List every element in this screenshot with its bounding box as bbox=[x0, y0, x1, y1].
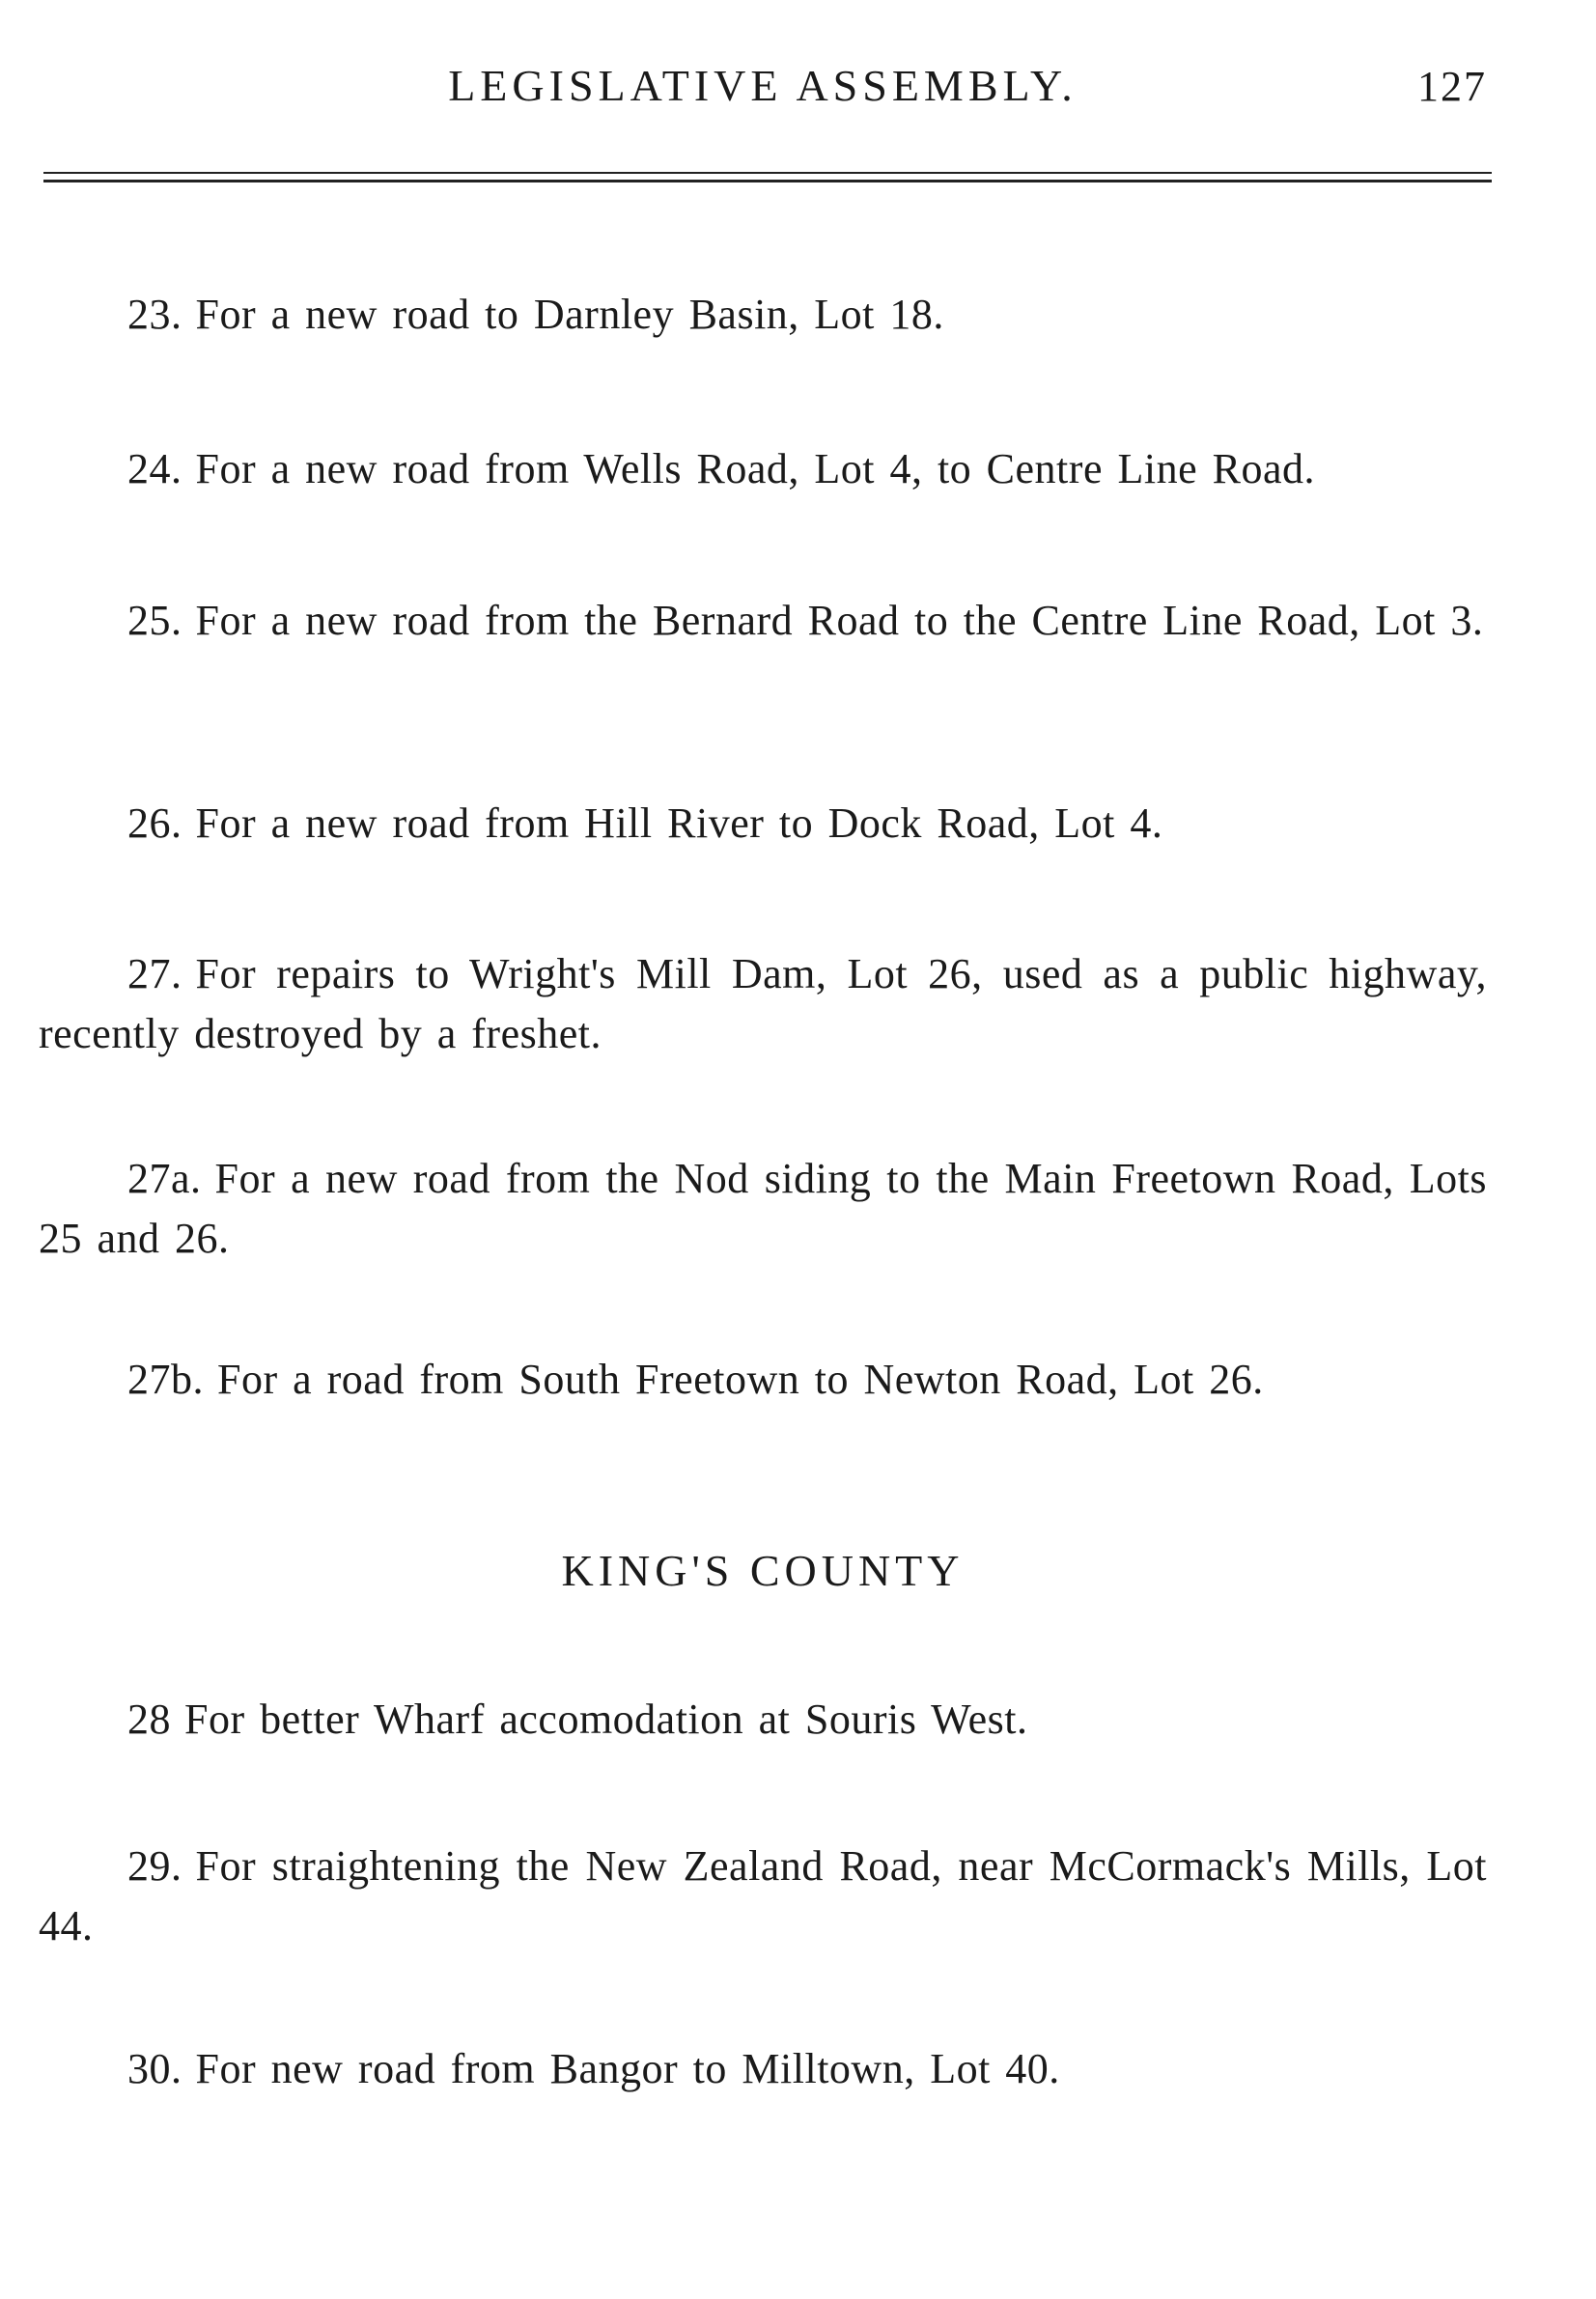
entry-number: 28 bbox=[127, 1696, 171, 1743]
entry-text: For repairs to Wright's Mill Dam, Lot 26, used as a public highway, recently destroyed by a freshet. bbox=[39, 950, 1487, 1057]
entry-text: For straightening the New Zealand Road, near McCormack's Mills, Lot 44. bbox=[39, 1842, 1487, 1949]
entry-text: For a new road from Wells Road, Lot 4, to Centre Line Road. bbox=[195, 445, 1315, 492]
entry-number: 29. bbox=[127, 1842, 182, 1890]
entry-text: For a new road to Darnley Basin, Lot 18. bbox=[195, 291, 944, 338]
entry-27b bbox=[39, 1350, 1487, 1410]
entry-29 bbox=[39, 1836, 1487, 1956]
entry-26 bbox=[39, 794, 1487, 854]
entry-text: For better Wharf accomodation at Souris West. bbox=[184, 1696, 1028, 1743]
entry-number: 26. bbox=[127, 799, 182, 847]
entry-text: For a new road from Hill River to Dock Road, Lot 4. bbox=[195, 799, 1163, 847]
entry-number: 27b. bbox=[127, 1356, 204, 1403]
header-rule-thick bbox=[43, 180, 1492, 182]
page-number: 127 bbox=[1417, 63, 1487, 110]
entry-text: For a new road from the Nod siding to the Main Freetown Road, Lots 25 and 26. bbox=[39, 1155, 1487, 1262]
entry-28 bbox=[39, 1690, 1487, 1750]
entry-text: For a road from South Freetown to Newton Road, Lot 26. bbox=[217, 1356, 1264, 1403]
entry-number: 23. bbox=[127, 291, 182, 338]
entry-27a bbox=[39, 1149, 1487, 1269]
entry-number: 30. bbox=[127, 2045, 182, 2092]
entry-number: 27. bbox=[127, 950, 182, 997]
entry-25 bbox=[39, 591, 1487, 651]
page-title: LEGISLATIVE ASSEMBLY. bbox=[448, 61, 1078, 110]
header-rule-thin bbox=[43, 172, 1492, 174]
entry-number: 25. bbox=[127, 597, 182, 644]
entry-24 bbox=[39, 439, 1487, 499]
entry-27 bbox=[39, 944, 1487, 1064]
entry-number: 27a. bbox=[127, 1155, 202, 1202]
entry-23 bbox=[39, 285, 1487, 345]
entry-text: For a new road from the Bernard Road to the Centre Line Road, Lot 3. bbox=[195, 597, 1484, 644]
entry-number: 24. bbox=[127, 445, 182, 492]
entry-30 bbox=[39, 2039, 1487, 2099]
section-heading: KING'S COUNTY bbox=[561, 1546, 965, 1595]
entry-text: For new road from Bangor to Milltown, Lot 40. bbox=[195, 2045, 1060, 2092]
